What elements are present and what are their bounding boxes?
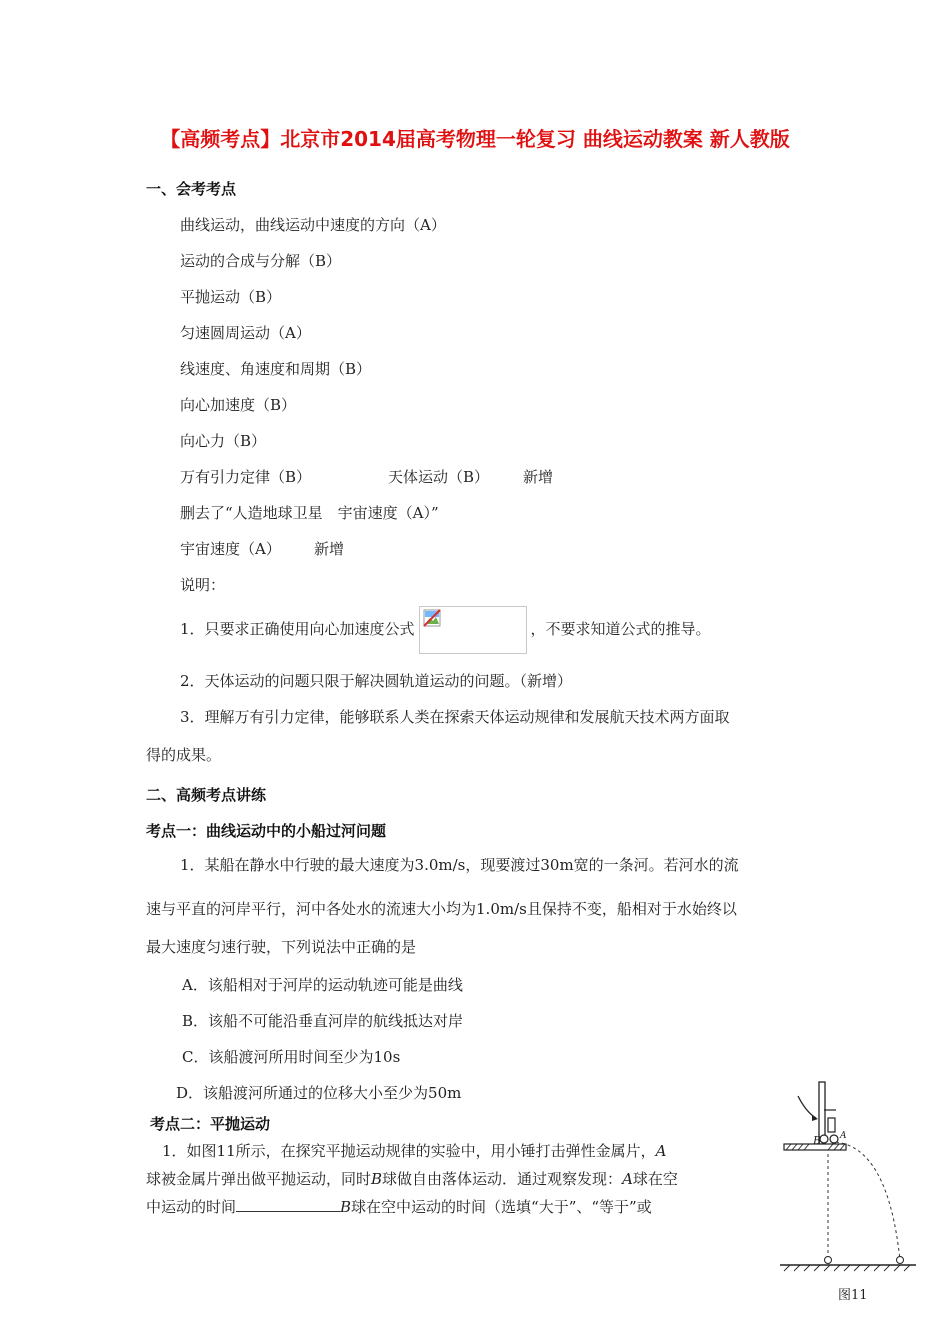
answer-blank[interactable] (236, 1197, 340, 1212)
fig-label-b: B (813, 1134, 822, 1147)
fig-label-a: A (840, 1131, 847, 1141)
k2-line-3-text-a: 中运动的时间 (146, 1198, 237, 1216)
exam-item-4: 匀速圆周运动（A） (180, 324, 311, 342)
page-title: 【高频考点】北京市2014届高考物理一轮复习 曲线运动教案 新人教版 (160, 127, 790, 151)
option-d: D．该船渡河所通过的位移大小至少为50m (176, 1084, 462, 1102)
option-b: B．该船不可能沿垂直河岸的航线抵达对岸 (182, 1012, 464, 1030)
exam-item-cosmic: 宇宙速度（A） (180, 540, 281, 558)
k2-line-3-text-b: 球在空中运动的时间（选填“大于”、“等于”或 (351, 1198, 652, 1216)
k2-line-2 (146, 1168, 678, 1189)
ball-b-label: B (371, 1170, 383, 1188)
ball-a-label-2: A (622, 1170, 633, 1188)
new-tag: 新增 (523, 468, 554, 486)
k1-question-line-3: 最大速度匀速行驶，下列说法中正确的是 (146, 938, 417, 956)
exam-item-5: 线速度、角速度和周期（B） (180, 360, 372, 378)
k2-heading: 考点二：平抛运动 (150, 1115, 271, 1133)
k2-line-2-text-c: 球在空 (632, 1170, 678, 1188)
note-2: 2．天体运动的问题只限于解决圆轨道运动的问题。（新增） (180, 672, 573, 690)
exam-item-6: 向心加速度（B） (180, 396, 297, 414)
section1-heading: 一、会考考点 (146, 180, 237, 198)
k2-line-3 (146, 1196, 652, 1217)
exam-item-3: 平抛运动（B） (180, 288, 282, 306)
figure-11-apparatus (778, 1078, 918, 1308)
section2-heading: 二、高频考点讲练 (146, 786, 267, 804)
ball-b-label-2: B (340, 1198, 352, 1216)
cosmic-new-tag: 新增 (314, 540, 345, 558)
k2-line-1-text: 1．如图11所示，在探究平抛运动规律的实验中，用小锤打击弹性金属片， (162, 1142, 656, 1160)
exam-item-gravitation: 万有引力定律（B） (180, 468, 312, 486)
ball-a-label: A (655, 1142, 667, 1160)
note-1 (180, 604, 711, 654)
exam-item-7: 向心力（B） (180, 432, 267, 450)
note-1-text-a: 1．只要求正确使用向心加速度公式 (180, 620, 415, 638)
k1-heading: 考点一：曲线运动中的小船过河问题 (146, 822, 387, 840)
note-label: 说明： (180, 576, 226, 594)
exam-item-2: 运动的合成与分解（B） (180, 252, 342, 270)
note-1-text-b: ，不要求知道公式的推导。 (530, 620, 711, 638)
k1-question-line-2: 速与平直的河岸平行，河中各处水的流速大小均为1.0m/s且保持不变，船相对于水始终以 (146, 900, 737, 918)
removed-item: 删去了“人造地球卫星 宇宙速度（A）” (180, 504, 439, 522)
note-3-line-2: 得的成果。 (146, 746, 222, 764)
broken-image-icon (423, 609, 441, 627)
option-c: C．该船渡河所用时间至少为10s (182, 1048, 401, 1066)
note-3-line-1: 3．理解万有引力定律，能够联系人类在探索天体运动规律和发展航天技术两方面取 (180, 708, 730, 726)
k1-question-line-1: 1．某船在静水中行驶的最大速度为3.0m/s，现要渡过30m宽的一条河。若河水的流 (180, 856, 739, 874)
formula-image (419, 606, 527, 654)
figure-caption: 图11 (838, 1288, 868, 1303)
k2-line-2-text-b: 球做自由落体运动．通过观察发现： (382, 1170, 623, 1188)
option-a: A．该船相对于河岸的运动轨迹可能是曲线 (182, 976, 463, 994)
exam-item-1: 曲线运动，曲线运动中速度的方向（A） (180, 216, 446, 234)
exam-item-celestial: 天体运动（B） (388, 468, 490, 486)
k2-line-2-text-a: 球被金属片弹出做平抛运动，同时 (146, 1170, 372, 1188)
k2-line-1 (162, 1140, 666, 1161)
